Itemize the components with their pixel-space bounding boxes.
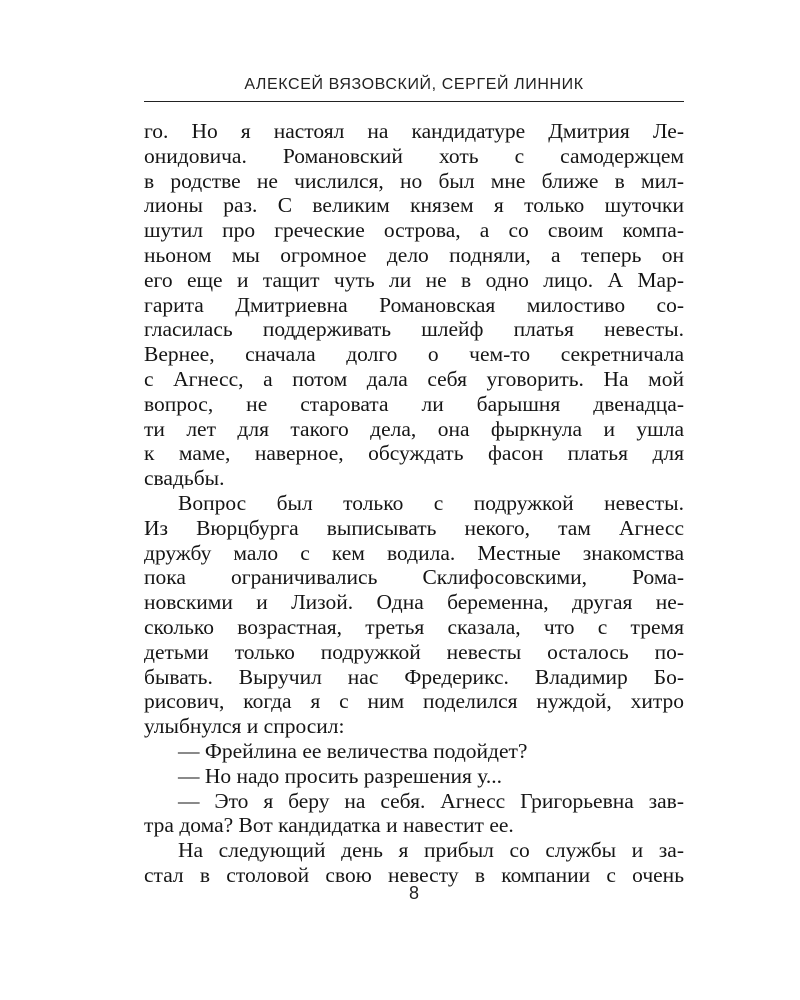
header-rule (144, 101, 684, 102)
text-line: тра дома? Вот кандидатка и навестит ее. (144, 813, 514, 838)
text-line: шутил про греческие острова, а со своим компа- (144, 218, 684, 243)
running-head: АЛЕКСЕЙ ВЯЗОВСКИЙ, СЕРГЕЙ ЛИННИК (244, 76, 584, 93)
text-line: к маме, наверное, обсуждать фасон платья для (144, 441, 684, 466)
text-line: бывать. Выручил нас Фредерикс. Владимир Бо- (144, 664, 684, 689)
text-line: улыбнулся и спросил: (144, 714, 345, 739)
text-line: рисович, когда я с ним поделился нуждой, хитро (144, 689, 684, 714)
text-line: вопрос, не старовата ли барышня двенадца- (144, 391, 684, 416)
text-line: пока ограничивались Склифосовскими, Рома- (144, 565, 684, 590)
text-line: Из Вюрцбурга выписывать некого, там Агнесс (144, 515, 684, 540)
text-line: в родстве не числился, но был мне ближе в мил- (144, 168, 684, 193)
text-line: лионы раз. С великим князем я только шуточки (144, 193, 684, 218)
text-line: Вопрос был только с подружкой невесты. (178, 490, 684, 515)
text-line: — Это я беру на себя. Агнесс Григорьевна зав- (178, 788, 684, 813)
text-line: ньоном мы огромное дело подняли, а теперь он (144, 242, 684, 267)
text-line: — Фрейлина ее величества подойдет? (178, 738, 528, 763)
text-line: его еще и тащит чуть ли не в одно лицо. А Мар- (144, 267, 684, 292)
text-line: — Но надо просить разрешения у... (178, 763, 502, 788)
text-line: новскими и Лизой. Одна беременна, другая не- (144, 590, 684, 615)
text-line: го. Но я настоял на кандидатуре Дмитрия Ле- (144, 119, 684, 143)
text-line: гарита Дмитриевна Романовская милостиво со- (144, 292, 684, 317)
text-line: свадьбы. (144, 466, 225, 491)
text-line: На следующий день я прибыл со службы и за- (178, 838, 684, 863)
text-line: сколько возрастная, третья сказала, что с тремя (144, 614, 684, 639)
text-line: гласилась поддерживать шлейф платья невесты. (144, 317, 684, 342)
text-line: стал в столовой свою невесту в компании с очень (144, 862, 684, 887)
page-number: 8 (408, 883, 419, 903)
text-line: с Агнесс, а потом дала себя уговорить. На мой (144, 366, 684, 391)
text-line: ти лет для такого дела, она фыркнула и ушла (144, 416, 684, 441)
text-line: детьми только подружкой невесты осталось по- (144, 639, 684, 664)
body-text (144, 119, 684, 888)
text-line: онидовича. Романовский хоть с самодержцем (144, 143, 684, 168)
text-line: дружбу мало с кем водила. Местные знакомства (144, 540, 684, 565)
text-line: Вернее, сначала долго о чем-то секретничала (144, 342, 684, 367)
